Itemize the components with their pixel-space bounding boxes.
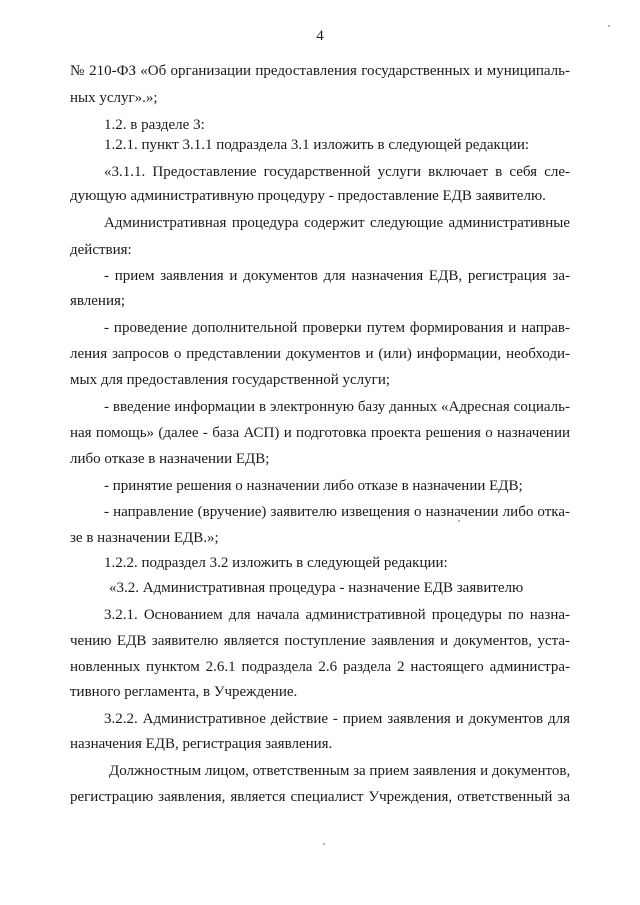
text-line: новленных пунктом 2.6.1 подраздела 2.6 раздела 2 настоящего администра- <box>70 659 570 675</box>
text-line: либо отказе в назначении ЕДВ; <box>70 451 270 467</box>
text-line: ная помощь» (далее - база АСП) и подготовка проекта решения о назначении <box>70 425 570 441</box>
text-line: - принятие решения о назначении либо отказе в назначении ЕДВ; <box>104 478 523 494</box>
scan-speck <box>323 843 325 845</box>
text-line: - проведение дополнительной проверки путем формирования и направ- <box>104 320 570 336</box>
text-line: зе в назначении ЕДВ.»; <box>70 530 219 546</box>
text-line: - прием заявления и документов для назначения ЕДВ, регистрация за- <box>104 268 570 284</box>
text-line: № 210-ФЗ «Об организации предоставления государственных и муниципаль- <box>70 63 570 79</box>
text-line: ления запросов о представлении документов и (или) информации, необходи- <box>70 346 570 362</box>
text-line: Административная процедура содержит следующие административные <box>104 215 570 231</box>
text-line: назначения ЕДВ, регистрация заявления. <box>70 736 333 752</box>
text-line: 1.2.1. пункт 3.1.1 подраздела 3.1 изложить в следующей редакции: <box>104 137 530 153</box>
text-line: 3.2.2. Административное действие - прием заявления и документов для <box>104 711 570 727</box>
scan-speck <box>608 25 610 27</box>
text-line: 3.2.1. Основанием для начала административной процедуры по назна- <box>104 607 570 623</box>
text-line: - введение информации в электронную базу данных «Адресная социаль- <box>104 399 570 415</box>
text-line: Должностным лицом, ответственным за прием заявления и документов, <box>109 763 571 779</box>
text-line: тивного регламента, в Учреждение. <box>70 684 298 700</box>
text-line: «3.2. Административная процедура - назначение ЕДВ заявителю <box>109 580 524 596</box>
text-line: - направление (вручение) заявителю извещения о назначении либо отка- <box>104 504 570 520</box>
text-line: «3.1.1. Предоставление государственной услуги включает в себя сле- <box>104 164 570 180</box>
text-line: регистрацию заявления, является специалист Учреждения, ответственный за <box>70 789 570 805</box>
text-line: мых для предоставления государственной услуги; <box>70 372 391 388</box>
scan-speck <box>458 520 460 522</box>
text-line: дующую административную процедуру - предоставление ЕДВ заявителю. <box>70 188 546 204</box>
text-line: действия: <box>70 242 132 258</box>
page-number: 4 <box>316 28 324 44</box>
text-line: чению ЕДВ заявителю является поступление заявления и документов, уста- <box>70 633 570 649</box>
text-line: 1.2.2. подраздел 3.2 изложить в следующей редакции: <box>104 555 448 571</box>
text-line: ных услуг».»; <box>70 90 158 106</box>
text-line: 1.2. в разделе 3: <box>104 117 205 133</box>
text-line: явления; <box>70 293 126 309</box>
